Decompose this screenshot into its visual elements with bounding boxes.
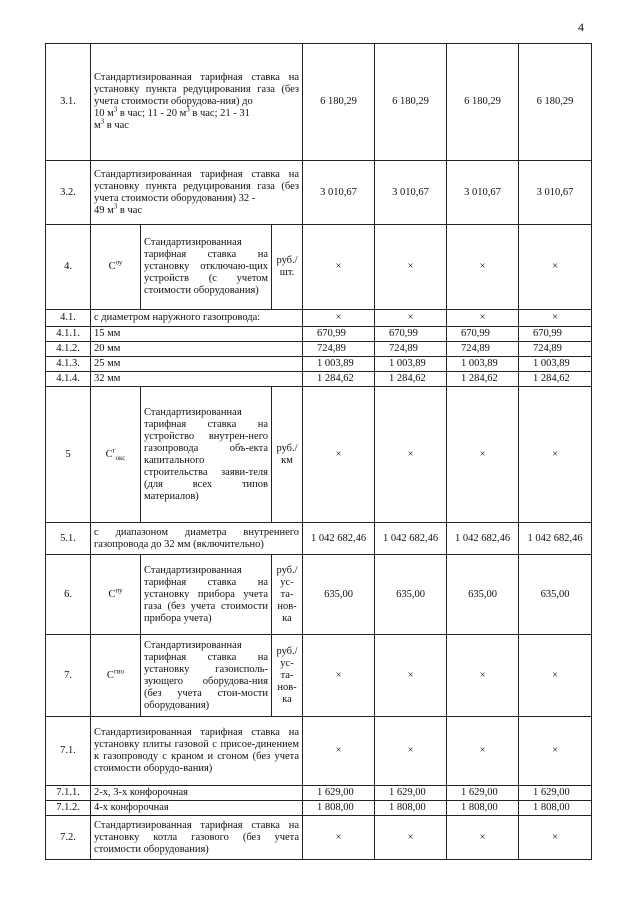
value-cell: 1 284,62 xyxy=(519,372,592,387)
value-cell: 1 042 682,46 xyxy=(303,523,375,555)
value-cell: × xyxy=(375,717,447,786)
table-row xyxy=(46,225,592,310)
row-description: с диапазоном диаметра внутреннего газопровода до 32 мм (включительно) xyxy=(91,523,303,555)
table-row xyxy=(46,816,592,860)
row-description: 20 мм xyxy=(91,342,303,357)
value-cell: × xyxy=(519,225,592,310)
value-cell: 6 180,29 xyxy=(519,44,592,161)
value-cell: × xyxy=(375,635,447,717)
value-cell: 635,00 xyxy=(375,555,447,635)
row-description: 32 мм xyxy=(91,372,303,387)
row-description: Стандартизированная тарифная ставка на установку отключаю-щих устройств (с учетом стоимости оборудования) xyxy=(141,225,272,310)
tariff-symbol: $С^г_{окс}$ xyxy=(91,387,141,523)
value-cell: × xyxy=(303,387,375,523)
row-description: 15 мм xyxy=(91,327,303,342)
table-row xyxy=(46,372,592,387)
table-row xyxy=(46,786,592,801)
table-row xyxy=(46,357,592,372)
row-number: 4.1.4. xyxy=(46,372,91,387)
table-row xyxy=(46,555,592,635)
unit-cell: руб./ ус-та-нов-ка xyxy=(272,555,303,635)
value-cell: 6 180,29 xyxy=(303,44,375,161)
value-cell: × xyxy=(303,816,375,860)
table-row xyxy=(46,717,592,786)
table-row xyxy=(46,635,592,717)
tariff-symbol: $С^{пу}$ xyxy=(91,555,141,635)
value-cell: × xyxy=(375,310,447,327)
value-cell: 6 180,29 xyxy=(375,44,447,161)
value-cell: × xyxy=(519,816,592,860)
row-number: 6. xyxy=(46,555,91,635)
row-description: Стандартизированная тарифная ставка на установку плиты газовой с присое-динением к газопроводу с краном и сгоном (без учета стоимости оборудо-вания) xyxy=(91,717,303,786)
row-number: 7. xyxy=(46,635,91,717)
table-row xyxy=(46,342,592,357)
value-cell: × xyxy=(303,635,375,717)
row-number: 7.1.1. xyxy=(46,786,91,801)
value-cell: × xyxy=(447,387,519,523)
unit-cell: руб./ шт. xyxy=(272,225,303,310)
value-cell: 1 042 682,46 xyxy=(375,523,447,555)
value-cell: × xyxy=(303,717,375,786)
value-cell: 724,89 xyxy=(375,342,447,357)
value-cell: 6 180,29 xyxy=(447,44,519,161)
value-cell: 1 629,00 xyxy=(519,786,592,801)
value-cell: × xyxy=(375,225,447,310)
value-cell: 1 808,00 xyxy=(519,801,592,816)
value-cell: 1 042 682,46 xyxy=(519,523,592,555)
value-cell: × xyxy=(303,310,375,327)
value-cell: 1 003,89 xyxy=(519,357,592,372)
value-cell: × xyxy=(447,310,519,327)
value-cell: × xyxy=(447,816,519,860)
table-row xyxy=(46,523,592,555)
row-description: 2-х, 3-х конфорочная xyxy=(91,786,303,801)
tariff-symbol: $С^{гио}$ xyxy=(91,635,141,717)
table-row xyxy=(46,310,592,327)
value-cell: 1 629,00 xyxy=(303,786,375,801)
value-cell: 670,99 xyxy=(303,327,375,342)
value-cell: × xyxy=(519,310,592,327)
row-description: с диаметром наружного газопровода: xyxy=(91,310,303,327)
tariff-symbol: $С^{оу}$ xyxy=(91,225,141,310)
value-cell: 635,00 xyxy=(519,555,592,635)
row-number: 7.2. xyxy=(46,816,91,860)
value-cell: × xyxy=(375,816,447,860)
value-cell: 1 629,00 xyxy=(375,786,447,801)
row-number: 7.1. xyxy=(46,717,91,786)
row-number: 4.1.3. xyxy=(46,357,91,372)
value-cell: 1 003,89 xyxy=(375,357,447,372)
value-cell: × xyxy=(375,387,447,523)
value-cell: 635,00 xyxy=(303,555,375,635)
value-cell: × xyxy=(519,635,592,717)
row-description: Стандартизированная тарифная ставка на установку пункта редуцирования газа (без учета стоимости оборудования) 32 - 49 $м^3$ в час xyxy=(91,161,303,225)
value-cell: 3 010,67 xyxy=(303,161,375,225)
value-cell: 635,00 xyxy=(447,555,519,635)
value-cell: 3 010,67 xyxy=(447,161,519,225)
value-cell: 3 010,67 xyxy=(519,161,592,225)
row-description: Стандартизированная тарифная ставка на установку газоисполь-зующего оборудова-ния (без учета стои-мости оборудования) xyxy=(141,635,272,717)
value-cell: 1 284,62 xyxy=(303,372,375,387)
table-row xyxy=(46,327,592,342)
row-number: 5.1. xyxy=(46,523,91,555)
unit-cell: руб./ ус-та-нов-ка xyxy=(272,635,303,717)
row-description: Стандартизированная тарифная ставка на устройство внутрен-него газопровода объ-екта капитального строительства заяви-теля (для всех типов материалов) xyxy=(141,387,272,523)
row-number: 7.1.2. xyxy=(46,801,91,816)
value-cell: 1 284,62 xyxy=(375,372,447,387)
row-number: 3.1. xyxy=(46,44,91,161)
value-cell: × xyxy=(519,387,592,523)
row-description: 4-х конфорочная xyxy=(91,801,303,816)
row-number: 4.1. xyxy=(46,310,91,327)
value-cell: 1 042 682,46 xyxy=(447,523,519,555)
value-cell: 1 808,00 xyxy=(375,801,447,816)
value-cell: × xyxy=(447,225,519,310)
value-cell: 1 284,62 xyxy=(447,372,519,387)
row-description: Стандартизированная тарифная ставка на установку прибора учета газа (без учета стоимости прибора учета) xyxy=(141,555,272,635)
value-cell: 1 003,89 xyxy=(303,357,375,372)
row-description: Стандартизированная тарифная ставка на установку котла газового (без учета стоимости оборудования) xyxy=(91,816,303,860)
row-number: 4.1.1. xyxy=(46,327,91,342)
table-row xyxy=(46,161,592,225)
row-number: 5 xyxy=(46,387,91,523)
value-cell: 1 808,00 xyxy=(447,801,519,816)
value-cell: 1 629,00 xyxy=(447,786,519,801)
value-cell: 3 010,67 xyxy=(375,161,447,225)
value-cell: 1 003,89 xyxy=(447,357,519,372)
table-row xyxy=(46,44,592,161)
value-cell: × xyxy=(447,717,519,786)
value-cell: 670,99 xyxy=(519,327,592,342)
value-cell: × xyxy=(447,635,519,717)
table-row xyxy=(46,801,592,816)
value-cell: 724,89 xyxy=(303,342,375,357)
value-cell: 724,89 xyxy=(519,342,592,357)
row-description: Стандартизированная тарифная ставка на установку пункта редуцирования газа (без учета стоимости оборудова-ния) до 10 $м^3$ в час; 11 - 20 $м^3$ в час; 21 - 31 $м^3$ в час xyxy=(91,44,303,161)
value-cell: 670,99 xyxy=(447,327,519,342)
page-number: 4 xyxy=(578,20,584,34)
value-cell: 670,99 xyxy=(375,327,447,342)
value-cell: 1 808,00 xyxy=(303,801,375,816)
row-number: 3.2. xyxy=(46,161,91,225)
value-cell: × xyxy=(519,717,592,786)
row-number: 4. xyxy=(46,225,91,310)
tariff-table xyxy=(45,43,592,860)
value-cell: × xyxy=(303,225,375,310)
value-cell: 724,89 xyxy=(447,342,519,357)
row-number: 4.1.2. xyxy=(46,342,91,357)
unit-cell: руб./ км xyxy=(272,387,303,523)
row-description: 25 мм xyxy=(91,357,303,372)
table-row xyxy=(46,387,592,523)
